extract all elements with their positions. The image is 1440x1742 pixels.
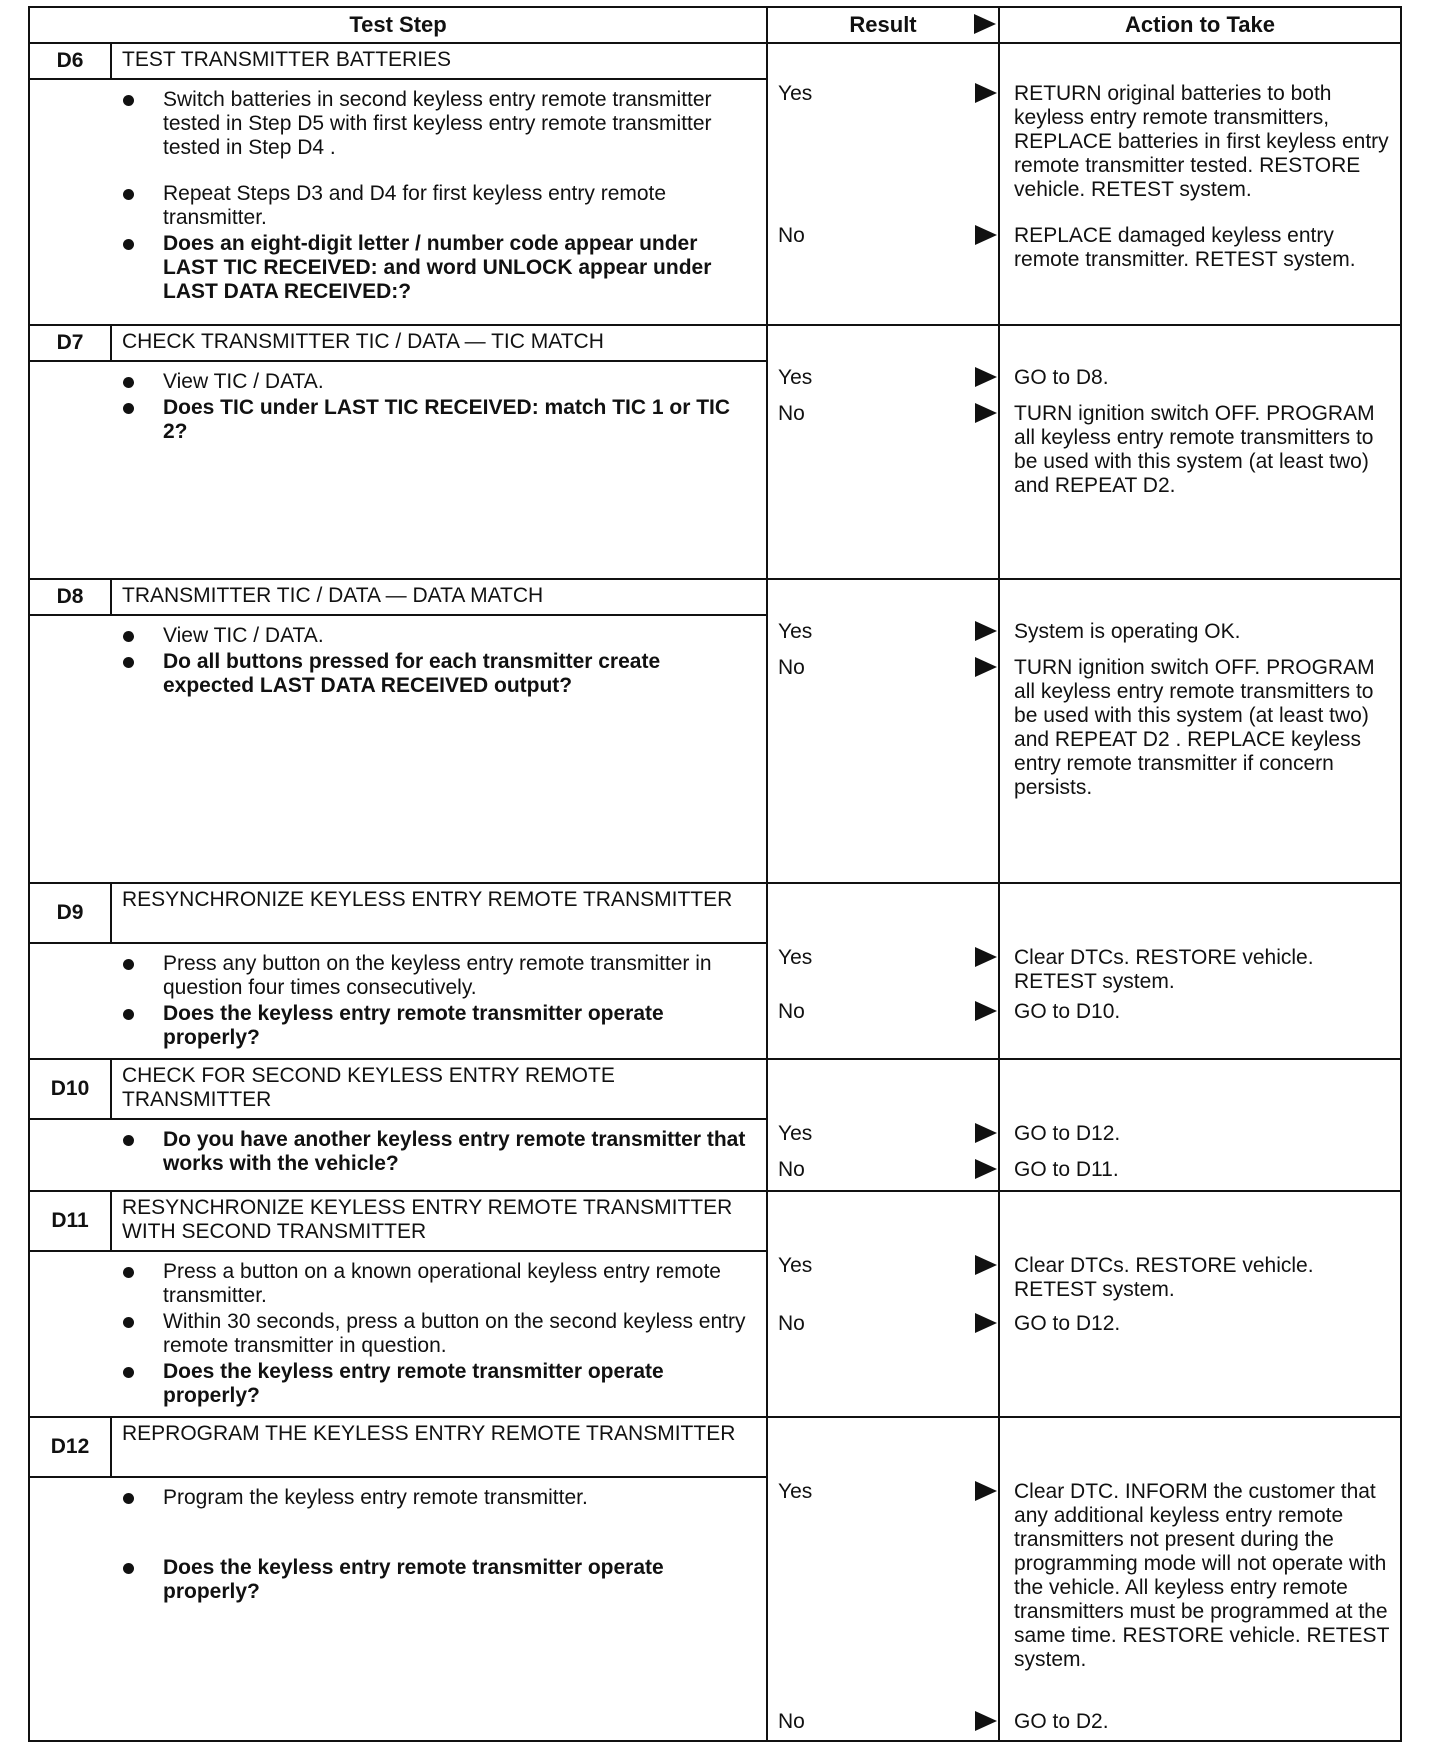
step-bullets [111,615,767,883]
result-label: Yes [778,1254,813,1277]
step-number: D7 [29,325,111,361]
header-test-step: Test Step [29,7,767,43]
result-yes [778,1254,998,1280]
step-bullets [111,943,767,1059]
step-blank [29,943,111,1059]
result-label: No [778,1312,805,1335]
step-title-row [29,1059,1401,1119]
step-number: D6 [29,43,111,79]
step-bullets [111,79,767,325]
result-label: Yes [778,82,813,105]
step-number: D8 [29,579,111,615]
action-text: GO to D12. [1014,1312,1121,1335]
arrow-right-icon [975,657,997,677]
action-text: System is operating OK. [1014,620,1241,643]
arrow-right-icon [975,403,997,423]
result-label: Yes [778,366,813,389]
arrow-right-icon [975,225,997,245]
header-result [767,7,999,43]
action-text: GO to D12. [1014,1122,1121,1145]
arrow-right-icon [975,1313,997,1333]
arrow-right-icon [974,14,996,34]
step-title: CHECK TRANSMITTER TIC / DATA — TIC MATCH [111,325,767,361]
arrow-right-icon [975,1123,997,1143]
result-label: Yes [778,946,813,969]
result-no [778,656,998,682]
result-yes [778,366,998,392]
result-cell [767,1191,999,1417]
action-text: GO to D11. [1014,1158,1119,1181]
result-cell [767,43,999,325]
bullet-question: Do all buttons pressed for each transmitter create expected LAST DATA RECEIVED output? [123,650,748,698]
bullet-item: Press a button on a known operational keyless entry remote transmitter. [123,1260,748,1308]
result-cell [767,579,999,883]
step-bullets [111,1251,767,1417]
arrow-right-icon [975,367,997,387]
arrow-right-icon [975,83,997,103]
step-blank [29,615,111,883]
step-title: REPROGRAM THE KEYLESS ENTRY REMOTE TRANSMITTER [111,1417,767,1477]
arrow-right-icon [975,621,997,641]
action-text: TURN ignition switch OFF. PROGRAM all keyless entry remote transmitters to be used with this system (at least two) and REPEAT D2. [1014,402,1375,497]
result-yes [778,82,998,108]
step-title: CHECK FOR SECOND KEYLESS ENTRY REMOTE TRANSMITTER [111,1059,767,1119]
bullet-question: Does the keyless entry remote transmitter operate properly? [123,1556,748,1604]
result-label: No [778,224,805,247]
bullet-item: Press any button on the keyless entry remote transmitter in question four times consecutively. [123,952,748,1000]
result-yes [778,1480,998,1506]
action-cell [999,579,1401,883]
action-text: REPLACE damaged keyless entry remote transmitter. RETEST system. [1014,224,1356,271]
table-header-row [29,7,1401,43]
result-cell [767,1059,999,1191]
result-no [778,1312,998,1338]
result-cell [767,325,999,579]
arrow-right-icon [975,1001,997,1021]
pinpoint-test-table [28,6,1402,1742]
action-cell [999,325,1401,579]
arrow-right-icon [975,1255,997,1275]
action-cell [999,1059,1401,1191]
action-text: RETURN original batteries to both keyless entry remote transmitters, REPLACE batteries in first keyless entry remote transmitter tested. RESTORE vehicle. RETEST system. [1014,82,1389,201]
step-title-row [29,1191,1401,1251]
bullet-item: Repeat Steps D3 and D4 for first keyless entry remote transmitter. [123,182,748,230]
step-blank [29,1119,111,1191]
step-title-row [29,325,1401,361]
step-blank [29,1477,111,1741]
result-label: No [778,1000,805,1023]
action-cell [999,1417,1401,1741]
bullet-question: Does TIC under LAST TIC RECEIVED: match TIC 1 or TIC 2? [123,396,748,444]
arrow-right-icon [975,1481,997,1501]
header-result-label: Result [849,12,917,37]
result-label: No [778,1158,805,1181]
bullet-item: Within 30 seconds, press a button on the second keyless entry remote transmitter in question. [123,1310,748,1358]
bullet-question: Does an eight-digit letter / number code appear under LAST TIC RECEIVED: and word UNLOCK appear under LAST DATA RECEIVED:? [123,232,748,304]
result-no [778,402,998,428]
result-no [778,1710,998,1736]
result-label: No [778,402,805,425]
step-number: D11 [29,1191,111,1251]
result-label: No [778,656,805,679]
result-label: Yes [778,1122,813,1145]
action-text: Clear DTCs. RESTORE vehicle. RETEST system. [1014,1254,1314,1301]
arrow-right-icon [975,1711,997,1731]
step-title: TEST TRANSMITTER BATTERIES [111,43,767,79]
bullet-question: Does the keyless entry remote transmitter operate properly? [123,1360,748,1408]
bullet-item: Switch batteries in second keyless entry remote transmitter tested in Step D5 with first keyless entry remote transmitter tested in Step D4 . [123,88,748,160]
action-text: GO to D2. [1014,1710,1109,1733]
step-bullets [111,361,767,579]
action-text: GO to D8. [1014,366,1109,389]
action-text: Clear DTC. INFORM the customer that any additional keyless entry remote transmitters not present during the programming mode will not operate with the vehicle. All keyless entry remote transmitters must be programmed at the same time. RESTORE vehicle. RETEST system. [1014,1480,1390,1671]
action-cell [999,43,1401,325]
step-blank [29,361,111,579]
step-title: RESYNCHRONIZE KEYLESS ENTRY REMOTE TRANSMITTER [111,883,767,943]
step-title-row [29,43,1401,79]
action-text: GO to D10. [1014,1000,1121,1023]
bullet-question: Does the keyless entry remote transmitter operate properly? [123,1002,748,1050]
bullet-item: View TIC / DATA. [123,370,748,394]
step-title: RESYNCHRONIZE KEYLESS ENTRY REMOTE TRANSMITTER WITH SECOND TRANSMITTER [111,1191,767,1251]
result-label: Yes [778,620,813,643]
arrow-right-icon [975,947,997,967]
step-title: TRANSMITTER TIC / DATA — DATA MATCH [111,579,767,615]
step-blank [29,1251,111,1417]
action-cell [999,883,1401,1059]
header-action: Action to Take [999,7,1401,43]
result-no [778,224,998,250]
result-label: No [778,1710,805,1733]
step-number: D9 [29,883,111,943]
bullet-item: Program the keyless entry remote transmitter. [123,1486,748,1510]
action-cell [999,1191,1401,1417]
step-title-row [29,883,1401,943]
step-title-row [29,1417,1401,1477]
result-no [778,1000,998,1026]
action-text: TURN ignition switch OFF. PROGRAM all keyless entry remote transmitters to be used with this system (at least two) and REPEAT D2 . REPLACE keyless entry remote transmitter if concern persists. [1014,656,1375,799]
bullet-question: Do you have another keyless entry remote transmitter that works with the vehicle? [123,1128,748,1176]
result-no [778,1158,998,1184]
arrow-right-icon [975,1159,997,1179]
step-number: D12 [29,1417,111,1477]
step-title-row [29,579,1401,615]
result-yes [778,620,998,646]
result-cell [767,1417,999,1741]
result-yes [778,946,998,972]
step-number: D10 [29,1059,111,1119]
result-label: Yes [778,1480,813,1503]
step-bullets [111,1477,767,1741]
bullet-item: View TIC / DATA. [123,624,748,648]
result-cell [767,883,999,1059]
result-yes [778,1122,998,1148]
step-bullets [111,1119,767,1191]
step-blank [29,79,111,325]
action-text: Clear DTCs. RESTORE vehicle. RETEST system. [1014,946,1314,993]
